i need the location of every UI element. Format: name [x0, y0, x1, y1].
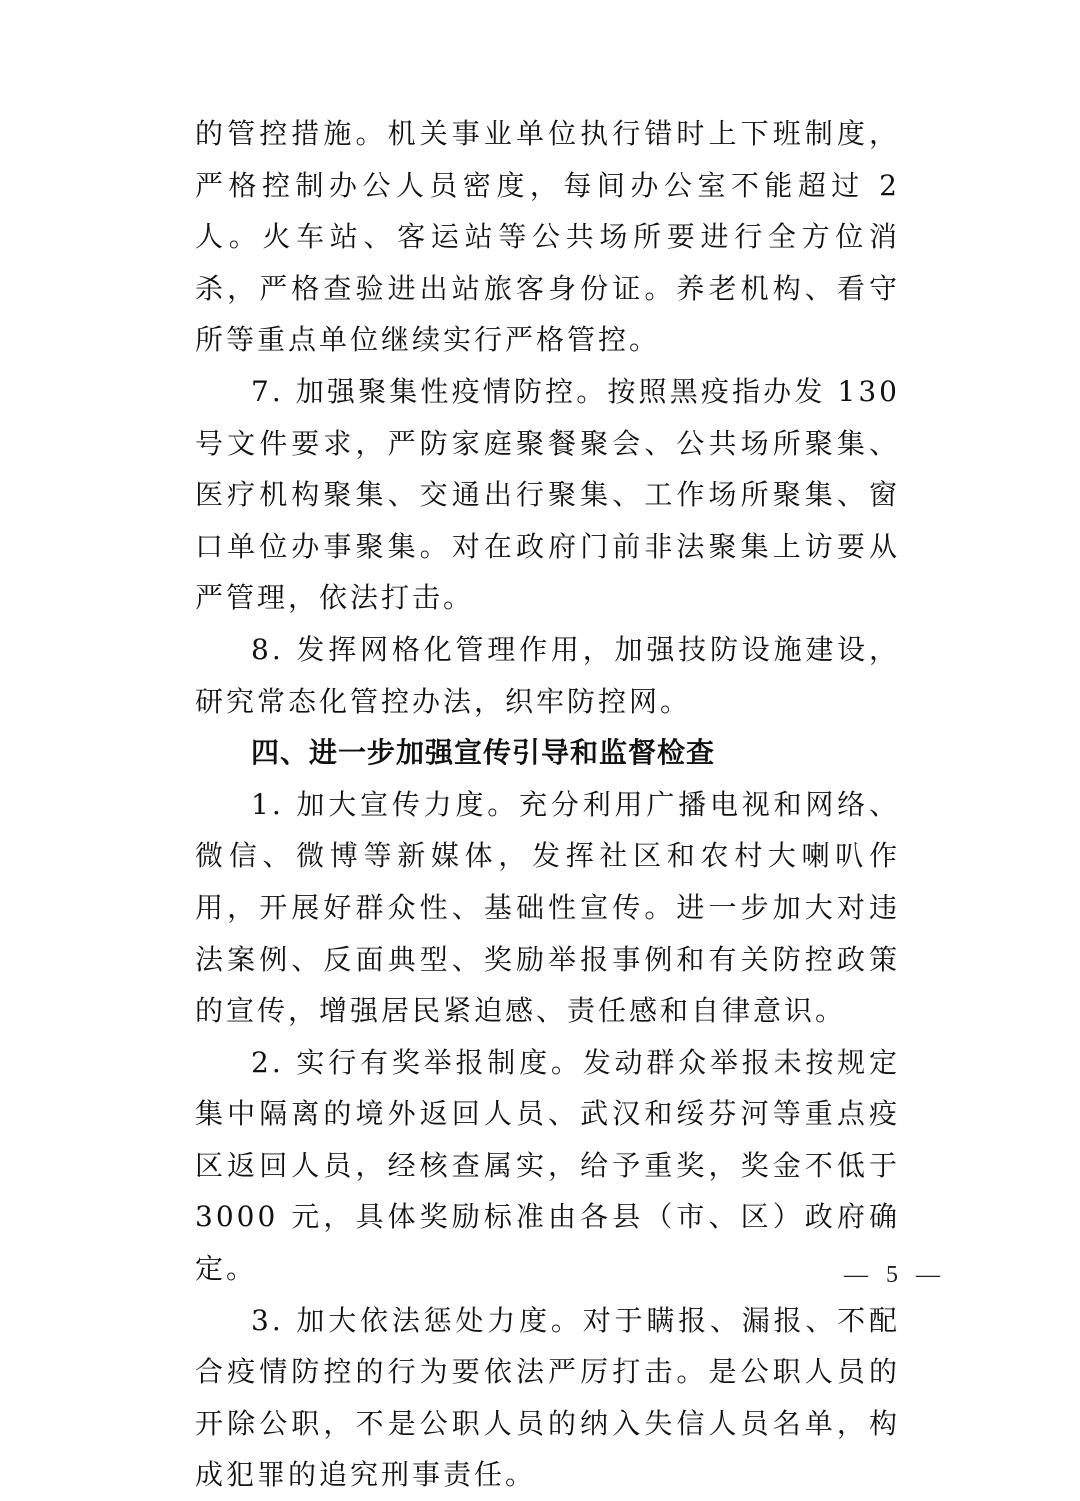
paragraph-item-1: 1. 加大宣传力度。充分利用广播电视和网络、微信、微博等新媒体，发挥社区和农村大喇叭作用，开展好群众性、基础性宣传。进一步加大对违法案例、反面典型、奖励举报事例和有关防控政策的宣传，增强居民紧迫感、责任感和自律意识。 — [195, 787, 900, 1028]
paragraph-item-8: 8. 发挥网格化管理作用，加强技防设施建设，研究常态化管控办法，织牢防控网。 — [195, 632, 900, 718]
paragraph-item-3: 3. 加大依法惩处力度。对于瞒报、漏报、不配合疫情防控的行为要依法严厉打击。是公职人员的开除公职，不是公职人员的纳入失信人员名单，构成犯罪的追究刑事责任。 — [195, 1303, 900, 1492]
paragraph-continuation: 的管控措施。机关事业单位执行错时上下班制度，严格控制办公人员密度，每间办公室不能超过 2 人。火车站、客运站等公共场所要进行全方位消杀，严格查验进出站旅客身份证。养老机构、看守所等重点单位继续实行严格管控。 — [195, 117, 900, 357]
paragraph-item-7: 7. 加强聚集性疫情防控。按照黑疫指办发 130 号文件要求，严防家庭聚餐聚会、公共场所聚集、医疗机构聚集、交通出行聚集、工作场所聚集、窗口单位办事聚集。对在政府门前非法聚集上访要从严管理，依法打击。 — [195, 374, 900, 615]
section-heading-4: 四、进一步加强宣传引导和监督检查 — [251, 736, 716, 770]
document-body — [195, 108, 900, 1501]
page-number: — 5 — — [844, 1262, 946, 1288]
paragraph-item-2: 2. 实行有奖举报制度。发动群众举报未按规定集中隔离的境外返回人员、武汉和绥芬河等重点疫区返回人员，经核查属实，给予重奖，奖金不低于 3000 元，具体奖励标准由各县（市、区）政府确定。 — [195, 1045, 900, 1286]
